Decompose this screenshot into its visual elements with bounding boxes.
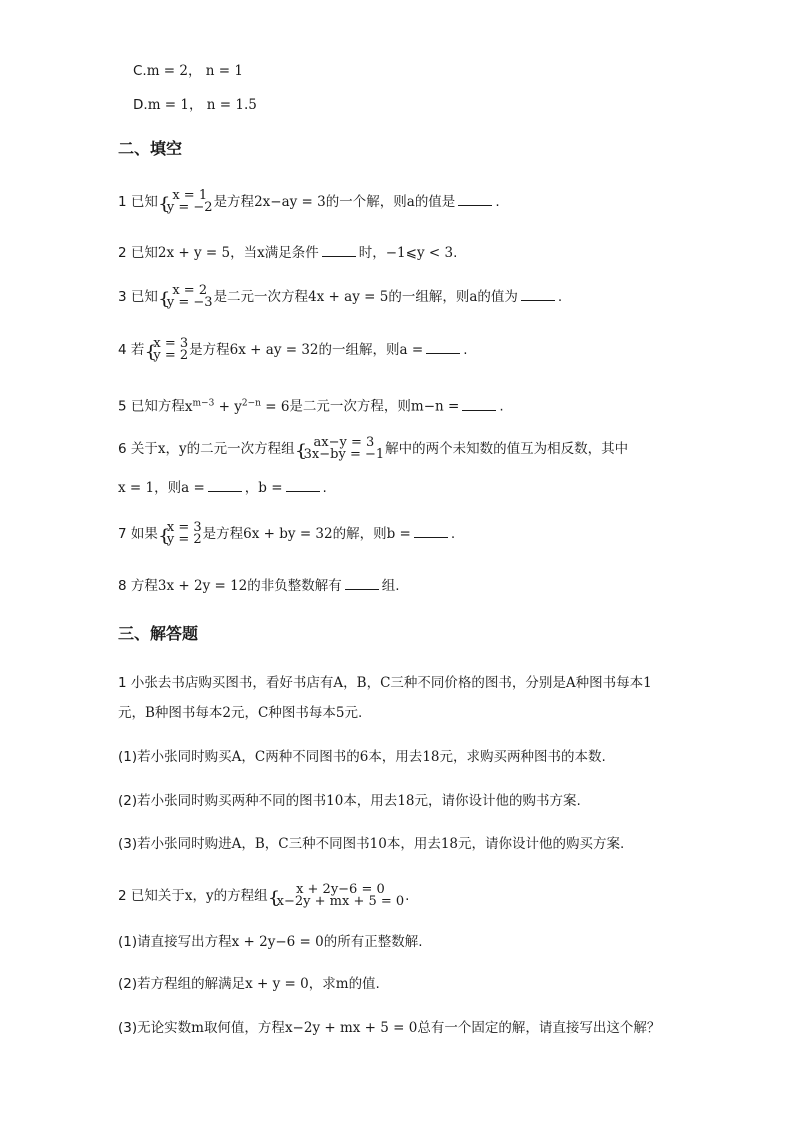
answer-blank[interactable] [322,243,356,257]
math: B [254,836,265,852]
text: 的一组解，则 [388,289,470,305]
section-title-solve: 三、解答题 [118,624,199,643]
text: 的一个解，则 [325,194,407,210]
text: 元，请你设计他的购买方案. [458,836,625,852]
math: 18 [397,793,415,809]
text: 是方程 [189,342,230,358]
equation-system [269,884,405,908]
part-number: (3) [118,1020,138,1036]
text: ，当 [230,245,258,261]
section-title-fill-in: 二、填空 [118,139,183,158]
text: 已知方程 [130,398,185,415]
equation-system [145,338,188,362]
question-number: 1 [118,675,127,691]
text: 是方程 [213,194,255,210]
text: 元，请你设计他的购书方案. [414,793,581,809]
text: 总有一个固定的解，请直接写出这个解？ [417,1020,661,1036]
math: a [469,289,478,305]
math: C [380,675,391,691]
equation-line: x−2y + mx + 5 = 0 [276,894,405,909]
math: 10 [326,793,344,809]
text: 的二元一次方程组 [186,441,295,457]
text: 解中的两个未知数的值互为相反数，其中 [385,441,629,457]
text: 是二元一次方程，则 [289,398,411,415]
equation-line: y = −2 [166,200,213,215]
answer-blank[interactable] [345,576,379,590]
text: 元， [231,705,259,721]
solve-question-1-part-2 [118,792,581,810]
question-number: 6 [118,441,127,457]
math: 6x + by = 32 [243,526,333,542]
math [185,399,290,415]
question-number: 8 [118,578,127,594]
text: 是二元一次方程 [213,289,309,305]
question-number: 5 [118,398,127,415]
text: 已知 [130,245,158,261]
equation-system [159,190,213,214]
choice-c [133,62,243,80]
math: C [278,836,289,852]
answer-blank[interactable] [521,287,555,301]
text: 的值是 [414,194,456,210]
solve-question-2-part-1 [118,933,423,951]
part-number: (2) [118,793,138,809]
equation-line: { ax−y = 3 [313,435,375,450]
text: 两种不同图书的 [265,749,360,765]
text: 三种不同图书 [288,836,370,852]
text: ， [241,836,255,852]
text: 本，用去 [386,836,441,852]
part-number: (1) [118,749,138,765]
text: 元， [118,705,145,721]
text: . [405,888,410,904]
text: 元，求购买两种图书的本数. [439,749,606,765]
text: 若小张同时购进 [137,836,232,852]
answer-blank-b[interactable] [286,478,320,492]
math: 18 [440,836,459,852]
question-number: 4 [118,342,127,358]
text: 的解，则 [332,526,387,542]
answer-blank[interactable] [414,524,448,538]
question-number: 3 [118,289,127,305]
math: x−2y + mx + 5 = 0 [284,1020,418,1036]
math: B [145,705,155,721]
equation-system [159,522,202,546]
question-number: 2 [118,888,127,904]
fill-question-8 [118,576,400,595]
math: 2x + y = 5 [157,245,231,261]
text: 无论实数 [137,1020,192,1036]
solve-question-1-part-3 [118,835,624,853]
answer-blank[interactable] [458,192,492,206]
text: 已知 [130,289,158,305]
equation-system [159,285,213,309]
equation-line: { x = 3 [166,520,202,535]
math: x = 1 [118,480,155,496]
math: b = [386,526,411,542]
solve-question-1 [118,674,652,692]
math: a = [399,342,424,358]
text: 本，用去 [343,793,398,809]
math: B [356,675,367,691]
text: 若 [130,342,145,358]
math-var: + y [214,398,242,415]
text: ，则 [154,480,182,496]
choice-d [133,96,257,114]
answer-blank[interactable] [426,340,460,354]
equation-line: y = 2 [166,532,202,547]
solve-question-2 [118,884,409,908]
text: 关于 [130,441,158,457]
math: x + 2y−6 = 0 [231,934,324,950]
math: 1 [643,675,652,691]
choice-label: D. [133,97,148,113]
part-number: (1) [118,934,138,950]
text: . [463,342,468,358]
answer-blank[interactable] [462,397,496,411]
fill-question-7 [118,522,455,546]
choice-text: m = 1， n = 1.5 [147,97,257,113]
text: . [450,526,456,542]
part-number: (3) [118,836,138,852]
text: 时， [358,245,386,261]
answer-blank-a[interactable] [208,478,242,492]
math: 4x + ay = 5 [308,289,389,305]
text: . [453,245,458,261]
math: x [257,245,265,261]
text: 的方程组 [213,888,268,904]
equation-line: { x + 2y−6 = 0 [296,882,385,897]
solve-question-2-part-2 [118,975,380,993]
math: a [406,194,415,210]
text: . [499,398,504,415]
math: x [157,441,166,457]
question-number: 2 [118,245,127,261]
text: 种图书每本 [268,705,336,721]
math: x [184,888,193,904]
solve-question-2-part-3 [118,1019,660,1037]
text: 请直接写出方程 [137,934,232,950]
text: 已知关于 [130,888,185,904]
math-var: = 6 [260,398,290,415]
math-var: x [184,398,193,415]
math: m [191,1020,204,1036]
math: y [179,441,187,457]
equation-line: 3x−by = −1 [303,447,385,462]
text: 的非负整数解有 [247,578,342,594]
text: 已知 [130,194,158,210]
text: 若小张同时购买 [137,749,232,765]
text: 的一组解，则 [318,342,400,358]
text: . [557,289,563,305]
text: 若方程组的解满足 [137,976,246,992]
text: 若小张同时购买两种不同的图书 [137,793,327,809]
text: 种图书每本 [154,705,223,721]
math: A [333,675,344,691]
text: ， [244,480,259,496]
math: x + y = 0 [245,976,309,992]
text: . [495,194,500,210]
math: b = [258,480,283,496]
text: 的所有正整数解. [323,934,423,950]
text: 方程 [130,578,158,594]
fill-question-6 [118,437,628,461]
math: y [206,888,214,904]
text: ， [192,888,207,904]
math: m [335,976,349,992]
math: 6x + ay = 32 [229,342,319,358]
math: C [254,749,266,765]
math: A [231,836,242,852]
choice-label: C. [133,63,147,79]
math: C [258,705,269,721]
math: 2 [222,705,232,721]
equation-system [296,437,384,461]
solve-question-1-line2 [118,704,362,722]
text: ， [264,836,279,852]
equation-line: { x = 3 [153,336,189,351]
solve-question-1-part-1 [118,748,606,766]
text: ， [343,675,357,691]
choice-text: m = 2， n = 1 [146,63,243,79]
fill-question-6-line2 [118,478,327,497]
text: 取何值，方程 [203,1020,285,1036]
exponent: m−3 [192,398,215,408]
text: 满足条件 [264,245,319,261]
fill-question-3 [118,285,562,309]
math: A [231,749,242,765]
text: ， [366,675,381,691]
text: 组. [381,578,400,594]
fill-question-4 [118,338,467,362]
math: a = [181,480,205,496]
equation-line: y = −3 [166,295,213,310]
text: 的值. [348,976,380,992]
question-number: 7 [118,526,127,542]
text: ， [165,441,180,457]
exponent: 2−n [241,398,261,408]
equation-line: y = 2 [153,348,189,363]
math: −1⩽y < 3 [385,245,454,261]
equation-line: { x = 1 [172,188,208,203]
equation-line: { x = 2 [172,283,208,298]
math: 10 [369,836,387,852]
fill-question-5 [118,394,504,416]
text: ， [241,749,255,765]
math: A [565,675,576,691]
text: . [322,480,327,496]
fill-question-1 [118,190,500,214]
text: 是方程 [202,526,244,542]
text: 元. [344,705,363,721]
text: 三种不同价格的图书，分别是 [390,675,566,691]
math: 3x + 2y = 12 [157,578,248,594]
question-number: 1 [118,194,127,210]
fill-question-2 [118,243,457,262]
math: 5 [335,705,345,721]
text: ，求 [308,976,336,992]
text: 小张去书店购买图书，看好书店有 [130,675,334,691]
text: 如果 [130,526,158,542]
text: 种图书每本 [575,675,644,691]
part-number: (2) [118,976,138,992]
math: 18 [422,749,440,765]
text: 的值为 [477,289,518,305]
math: m−n = [410,398,460,415]
math: 2x−ay = 3 [254,194,326,210]
math: 6 [359,749,369,765]
text: 本，用去 [368,749,423,765]
